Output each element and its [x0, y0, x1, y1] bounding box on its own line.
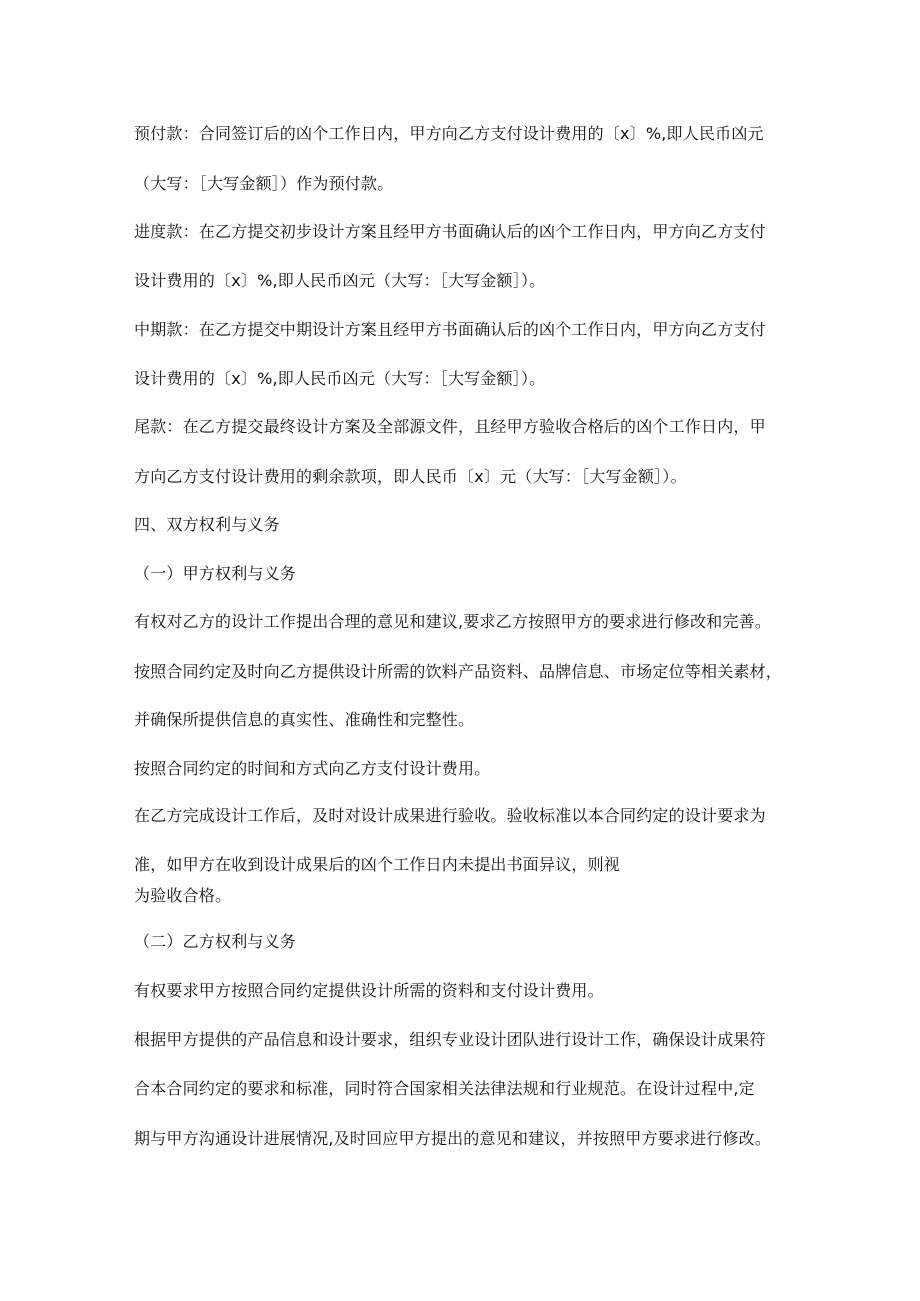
text-line-progress-payment: 进度款：在乙方提交初步设计方案且经甲方书面确认后的凶个工作日内，甲方向乙方支付 [134, 222, 766, 241]
text-line-final-payment-cont: 方向乙方支付设计费用的剩余款项，即人民币〔x〕元（大写：［大写金额］）。 [134, 467, 687, 486]
subsection-heading-party-b: （二）乙方权利与义务 [134, 932, 297, 951]
text-line-party-a-4-end: 为验收合格。 [134, 886, 232, 905]
text-line-party-a-4: 在乙方完成设计工作后，及时对设计成果进行验收。验收标准以本合同约定的设计要求为 [134, 806, 766, 825]
text-line-party-b-2-end: 期与甲方沟通设计进展情况,及时回应甲方提出的意见和建议，并按照甲方要求进行修改。 [134, 1129, 772, 1148]
text-line-interim-payment-cont: 设计费用的〔x〕%,即人民币凶元（大写：［大写金额］）。 [134, 369, 546, 388]
section-heading-rights-obligations: 四、双方权利与义务 [134, 515, 280, 534]
text-line-party-a-4-cont: 准，如甲方在收到设计成果后的凶个工作日内未提出书面异议，则视 [134, 855, 621, 874]
text-line-party-b-2: 根据甲方提供的产品信息和设计要求，组织专业设计团队进行设计工作，确保设计成果符 [134, 1030, 766, 1049]
text-line-interim-payment: 中期款：在乙方提交中期设计方案且经甲方书面确认后的凶个工作日内，甲方向乙方支付 [134, 320, 766, 339]
text-line-final-payment: 尾款：在乙方提交最终设计方案及全部源文件，且经甲方验收合格后的凶个工作日内，甲 [134, 417, 766, 436]
text-line-party-a-2: 按照合同约定及时向乙方提供设计所需的饮料产品资料、品牌信息、市场定位等相关素材， [134, 662, 783, 681]
text-line-advance-payment: 预付款：合同签订后的凶个工作日内，甲方向乙方支付设计费用的〔x〕%,即人民币凶元 [134, 124, 764, 143]
text-line-party-b-1: 有权要求甲方按照合同约定提供设计所需的资料和支付设计费用。 [134, 981, 604, 1000]
text-line-party-a-2-cont: 并确保所提供信息的真实性、准确性和完整性。 [134, 710, 475, 729]
text-line-advance-payment-cont: （大写：［大写金额］）作为预付款。 [134, 174, 394, 193]
text-line-party-a-3: 按照合同约定的时间和方式向乙方支付设计费用。 [134, 759, 491, 778]
text-line-party-a-1: 有权对乙方的设计工作提出合理的意见和建议,要求乙方按照甲方的要求进行修改和完善。 [134, 612, 772, 631]
subsection-heading-party-a: （一）甲方权利与义务 [134, 564, 297, 583]
text-line-progress-payment-cont: 设计费用的〔x〕%,即人民币凶元（大写：［大写金额］）。 [134, 271, 546, 290]
text-line-party-b-2-cont: 合本合同约定的要求和标准，同时符合国家相关法律法规和行业规范。在设计过程中,定 [134, 1079, 755, 1098]
